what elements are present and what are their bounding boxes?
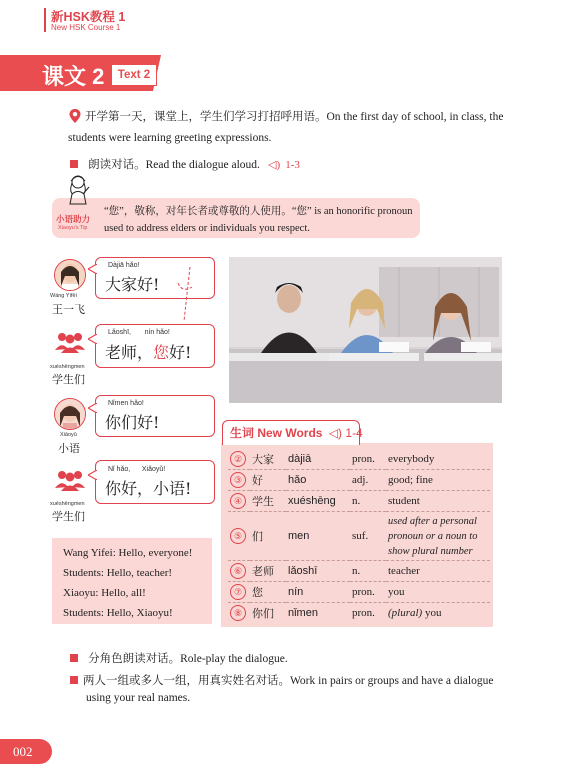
bubble-pointer (88, 403, 97, 413)
vocab-row: ⑥ 老师 lǎoshī n. teacher (228, 561, 490, 582)
bubble-pointer (88, 470, 97, 480)
tip-label-en: Xiaoyu's Tip (58, 225, 88, 231)
speaker-name: 学生们 (52, 373, 85, 386)
dialogue-pinyin: Nǐ hǎo, Xiǎoyǔ! (108, 466, 166, 473)
speaker-pinyin: xuéshēngmen (50, 364, 85, 370)
speaker-pinyin: xuéshēngmen (50, 501, 85, 507)
intro-line-2: students were learning greeting expressions. (68, 132, 272, 144)
lesson-label: 课文 2 (42, 64, 105, 89)
vocab-table (228, 449, 490, 623)
vocab-row: ⑤ 们 men suf. used after a personal pronoun or a noun to show plural number (228, 512, 490, 561)
instruction-role-play: 分角色朗读对话。Role-play the dialogue. (70, 647, 288, 666)
intro-line-1: 开学第一天，课堂上，学生们学习打招呼用语。On the first day of school, in class, the (85, 111, 504, 123)
bullet-square-icon (70, 654, 78, 662)
students-group-icon (54, 468, 86, 492)
vocab-row: ⑦ 您 nín pron. you (228, 582, 490, 603)
dialogue-text: 老师，您好! (105, 343, 192, 362)
vocab-row: ④ 学生 xuéshēng n. student (228, 491, 490, 512)
translation-lines: Wang Yifei: Hello, everyone! Students: Hello, teacher! Xiaoyu: Hello, all! Students: Hello, Xiaoyu! (63, 547, 193, 619)
audio-icon[interactable]: ◁) (328, 426, 343, 440)
dialogue-pinyin: Lǎoshī, nín hǎo! (108, 329, 170, 336)
series-subtitle: New HSK Course 1 (51, 23, 121, 32)
speaker-name: 小语 (58, 442, 80, 455)
classroom-photo (229, 257, 502, 403)
instruction-pairs: 两人一组或多人一组，用真实姓名对话。Work in pairs or groups and have a dialogue using your real names. (70, 669, 510, 704)
dialogue-pinyin: Dàjiā hǎo! (108, 262, 140, 269)
tip-text: “您”，敬称，对年长者或尊敬的人使用。“您” is an honorific pronoun used to address elders or individuals you respect. (104, 206, 413, 234)
avatar-xiaoyu (54, 398, 86, 430)
speaker-pinyin: Wáng Yìfēi (50, 293, 77, 299)
audio-track-label: 1-3 (285, 159, 300, 171)
audio-track-label: 1-4 (345, 426, 363, 440)
instruction-read-aloud: 朗读对话。Read the dialogue aloud. ◁) 1-3 (70, 153, 300, 172)
vocab-title: 生词 New Words ◁) 1-4 (230, 426, 363, 440)
series-title: 新HSK教程 1 (51, 10, 126, 24)
speaker-name: 学生们 (52, 510, 85, 523)
vocab-row: ② 大家 dàjiā pron. everybody (228, 449, 490, 470)
lesson-label-en: Text 2 (111, 64, 157, 86)
page-number: 002 (13, 744, 33, 759)
intro-text (68, 107, 505, 144)
bullet-square-icon (70, 160, 78, 168)
dialogue-text: 你们好! (105, 413, 160, 432)
highlighted-word: 您 (153, 343, 170, 362)
vocab-row: ⑧ 你们 nǐmen pron. (plural) you (228, 603, 490, 624)
xiaoyu-sketch-illustration (63, 172, 93, 206)
speaker-name: 王一飞 (52, 303, 85, 316)
students-group-icon (54, 330, 86, 354)
location-pin-icon (68, 108, 82, 124)
audio-icon[interactable]: ◁) (268, 159, 281, 171)
dialogue-text: 你好，小语! (105, 479, 192, 498)
speaker-pinyin: Xiǎoyǔ (60, 432, 77, 438)
dialogue-text: 大家好! (105, 275, 160, 294)
bubble-pointer (88, 264, 97, 274)
vocab-row: ③ 好 hǎo adj. good; fine (228, 470, 490, 491)
tip-label: 小语助力 (56, 214, 91, 224)
header-accent-bar (44, 8, 46, 32)
bubble-pointer (88, 334, 97, 344)
bullet-square-icon (70, 676, 78, 684)
avatar-wang-yifei (54, 259, 86, 291)
dialogue-pinyin: Nǐmen hǎo! (108, 400, 144, 407)
